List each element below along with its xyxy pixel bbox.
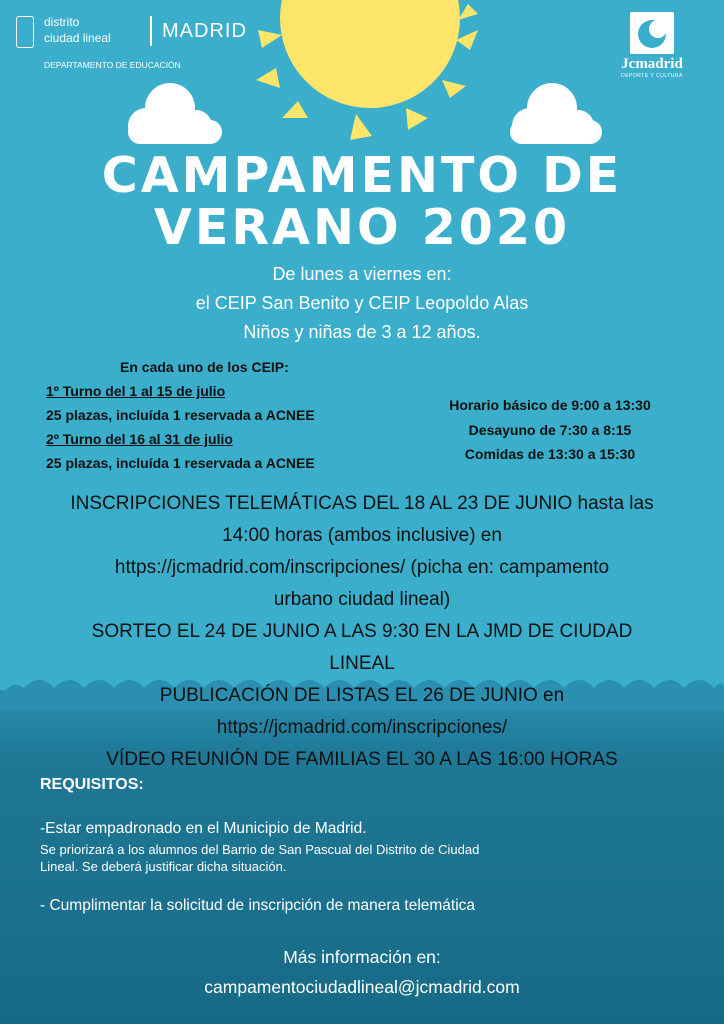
contact-block bbox=[0, 942, 724, 1002]
requisito-2: - Cumplimentar la solicitud de inscripción de manera telemática bbox=[40, 897, 476, 914]
intro-line-2: el CEIP San Benito y CEIP Leopoldo Alas bbox=[195, 293, 529, 313]
horario-block bbox=[410, 393, 690, 467]
requisito-note-line: Se priorizará a los alumnos del Barrio de San Pascual del Distrito de Ciudad bbox=[40, 842, 480, 857]
logo-divider bbox=[150, 16, 152, 46]
intro-line-1: De lunes a viernes en: bbox=[272, 264, 452, 284]
horario-basico: Horario básico de 9:00 a 13:30 bbox=[449, 397, 651, 413]
reunion-line: VÍDEO REUNIÓN DE FAMILIAS EL 30 A LAS 16:00 HORAS bbox=[106, 749, 618, 770]
inscripciones-block bbox=[20, 488, 704, 776]
contact-label: Más información en: bbox=[283, 947, 441, 967]
sorteo-line: SORTEO EL 24 DE JUNIO A LAS 9:30 EN LA JMD DE CIUDAD bbox=[91, 621, 633, 642]
turnos-block bbox=[46, 355, 315, 475]
intro-block bbox=[0, 260, 724, 347]
district-line-1: distrito bbox=[44, 15, 80, 29]
jcmadrid-mark-icon bbox=[630, 12, 674, 54]
sorteo-line: LINEAL bbox=[329, 653, 395, 674]
cloud-right-icon bbox=[510, 83, 602, 144]
horario-comidas: Comidas de 13:30 a 15:30 bbox=[464, 446, 636, 462]
inscripciones-line: 14:00 horas (ambos inclusive) en bbox=[222, 525, 502, 546]
inscripciones-link-line[interactable]: https://jcmadrid.com/inscripciones/ (picha en: campamento bbox=[114, 557, 610, 578]
sun-icon bbox=[256, 0, 478, 140]
requisitos-title: REQUISITOS: bbox=[40, 776, 144, 793]
city-name: MADRID bbox=[162, 20, 247, 42]
plazas-1: 25 plazas, incluída 1 reservada a ACNEE bbox=[46, 407, 315, 423]
poster-title bbox=[0, 147, 724, 256]
horario-desayuno: Desayuno de 7:30 a 8:15 bbox=[468, 421, 632, 438]
turno-1: 1º Turno del 1 al 15 de julio bbox=[46, 383, 226, 399]
inscripciones-line: urbano ciudad lineal) bbox=[273, 589, 451, 610]
title-line-1: CAMPAMENTO DE bbox=[101, 147, 623, 204]
turno-2: 2º Turno del 16 al 31 de julio bbox=[46, 431, 233, 447]
intro-line-3: Niños y niñas de 3 a 12 años. bbox=[243, 322, 481, 342]
publicacion-link[interactable]: https://jcmadrid.com/inscripciones/ bbox=[216, 717, 508, 738]
district-name bbox=[44, 14, 144, 46]
publicacion-line: PUBLICACIÓN DE LISTAS EL 26 DE JUNIO en bbox=[159, 685, 565, 706]
jcmadrid-logo bbox=[610, 12, 694, 79]
requisito-note-line: Lineal. Se deberá justificar dicha situación. bbox=[40, 859, 287, 874]
department-name: DEPARTAMENTO DE EDUCACIÓN bbox=[44, 60, 181, 70]
madrid-crest-icon bbox=[16, 16, 34, 48]
title-line-2: VERANO 2020 bbox=[153, 199, 571, 256]
cloud-left-icon bbox=[128, 83, 222, 144]
contact-email-link[interactable]: campamentociudadlineal@jcmadrid.com bbox=[204, 977, 520, 997]
partner-name: Jcmadrid bbox=[621, 56, 683, 72]
requisito-1: -Estar empadronado en el Municipio de Madrid. bbox=[40, 820, 367, 837]
turnos-heading: En cada uno de los CEIP: bbox=[120, 359, 289, 375]
plazas-2: 25 plazas, incluída 1 reservada a ACNEE bbox=[46, 455, 315, 471]
inscripciones-line: INSCRIPCIONES TELEMÁTICAS DEL 18 AL 23 DE JUNIO hasta las bbox=[70, 493, 654, 514]
district-line-2: ciudad lineal bbox=[44, 31, 111, 45]
requisito-1-note bbox=[40, 841, 680, 875]
partner-subtitle: DEPORTE Y CULTURA bbox=[621, 73, 683, 79]
